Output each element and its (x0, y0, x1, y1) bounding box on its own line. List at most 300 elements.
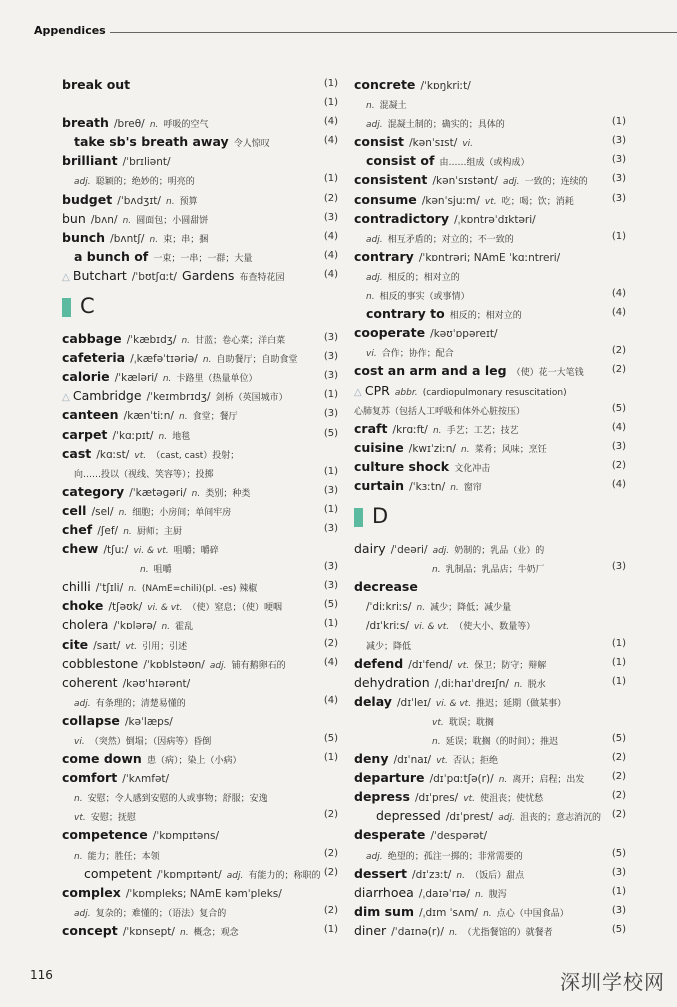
phonetic: /dɪˈzɜːt/ (412, 868, 452, 881)
definition: 相互矛盾的；对立的；不一致的 (387, 234, 514, 245)
unit-number: (2) (611, 364, 626, 376)
glossary-entry (354, 189, 626, 208)
unit-number: (1) (323, 97, 338, 109)
definition: 令人惊叹 (233, 139, 270, 150)
definition: 地毯 (172, 431, 191, 442)
headword: calorie (62, 369, 110, 385)
definition: 卡路里（热量单位） (176, 374, 258, 385)
glossary-entry (62, 595, 338, 614)
headword: consistent (354, 172, 428, 188)
part-of-speech: n. (448, 927, 458, 938)
part-of-speech: n. (432, 565, 441, 576)
definition: 离开；启程；出发 (512, 775, 585, 786)
definition: 菜肴；风味；烹饪 (474, 444, 547, 455)
part-of-speech: adj. (226, 870, 244, 881)
glossary-entry (354, 322, 626, 341)
triangle-icon: △ (354, 386, 365, 398)
headword: depress (354, 789, 410, 805)
part-of-speech: adj. (502, 177, 520, 188)
phonetic: /bʌn/ (90, 213, 118, 226)
headword: contrary (354, 248, 414, 264)
phonetic: /kəʊˈhɪərənt/ (122, 677, 191, 690)
glossary-entry (62, 863, 338, 882)
glossary-entry (62, 462, 338, 481)
unit-number: (3) (323, 561, 338, 573)
triangle-icon: △ (62, 392, 73, 404)
definition: 铺有鹅卵石的 (231, 660, 286, 671)
headword: cafeteria (62, 350, 126, 366)
part-of-speech: vi. & vt. (435, 698, 472, 709)
definition: 心肺复苏（包括人工呼吸和体外心脏按压） (354, 406, 526, 417)
glossary-entry (62, 131, 338, 150)
part-of-speech: n. (118, 507, 128, 518)
unit-number: (1) (323, 78, 338, 89)
phonetic: /ˌkæfəˈtɪəriə/ (130, 353, 198, 366)
part-of-speech: n. (202, 355, 212, 366)
headword: consist of (366, 153, 435, 169)
unit-number: (3) (323, 580, 338, 592)
part-of-speech: vt. (457, 660, 470, 671)
unit-number: (5) (611, 402, 626, 414)
definition: 引用；引述 (142, 641, 188, 652)
unit-number: (1) (323, 389, 338, 401)
phonetic: /kənˈsɪst/ (409, 137, 458, 150)
headword: deny (354, 751, 389, 767)
part-of-speech: adj. (209, 660, 227, 671)
glossary-entry (354, 805, 626, 824)
part-of-speech: n. (498, 775, 508, 786)
glossary-entry (62, 169, 338, 188)
headword: cholera (62, 617, 109, 633)
phonetic: /kwɪˈziːn/ (408, 442, 456, 455)
headword: budget (62, 191, 113, 207)
phonetic: /ˈtʃɪli/ (95, 582, 124, 595)
glossary-entry (354, 767, 626, 786)
phonetic: /dɪˈnaɪ/ (393, 754, 432, 767)
phonetic: /ˈdeəri/ (390, 544, 428, 557)
phonetic: /saɪt/ (93, 639, 121, 652)
unit-number: (3) (323, 332, 338, 344)
headword: comfort (62, 770, 118, 786)
part-of-speech: n. (179, 412, 188, 423)
part-of-speech: n. (158, 431, 168, 442)
glossary-entry (354, 399, 626, 418)
definition: 圆面包；小圆甜饼 (136, 215, 209, 226)
headword: a bunch of (74, 248, 149, 264)
headword: cooperate (354, 325, 426, 341)
glossary-entry (354, 246, 626, 265)
unit-number: (5) (611, 847, 626, 859)
definition: 脱水 (527, 679, 546, 690)
unit-number: (4) (611, 421, 626, 433)
definition: 患（病）；染上（小病） (146, 756, 242, 767)
glossary-entry (354, 169, 626, 188)
definition: （突然）倒塌；（因病等）昏倒 (89, 737, 212, 747)
headword: dehydration (354, 674, 430, 690)
phonetic: /ˈkɒmpɪtəns/ (152, 830, 219, 843)
headword: dim sum (354, 903, 414, 919)
unit-number: (1) (611, 885, 626, 897)
definition: (NAmE=chili)(pl. -es) 辣椒 (141, 584, 258, 595)
section-letter: D (372, 504, 389, 529)
phonetic: /ˈkæbɪdʒ/ (126, 334, 177, 347)
definition: 咀嚼；嚼碎 (173, 546, 219, 557)
glossary-entry (354, 748, 626, 767)
definition: 混凝土 (379, 101, 407, 112)
glossary-entry (62, 481, 338, 500)
part-of-speech: vt. (74, 813, 86, 824)
part-of-speech: adj. (74, 908, 91, 919)
part-of-speech: adj. (74, 698, 91, 709)
section-heading (354, 494, 626, 538)
definition: 聪颖的；绝妙的；明亮的 (95, 177, 195, 188)
glossary-entry (62, 227, 338, 246)
glossary-entry (62, 748, 338, 767)
headword: canteen (62, 407, 119, 423)
part-of-speech: adj. (366, 120, 383, 131)
unit-number: (5) (323, 733, 338, 744)
part-of-speech: n. (162, 374, 172, 385)
glossary-entry (354, 208, 626, 227)
phonetic: /ˈkæləri/ (114, 372, 158, 385)
glossary-entry (62, 500, 338, 519)
part-of-speech: n. (140, 565, 149, 576)
definition: 安慰；令人感到安慰的人或事物；舒服；安逸 (87, 794, 268, 805)
headword: diarrhoea (354, 884, 414, 900)
definition: 一束；一串；一群；大量 (153, 253, 253, 264)
phonetic: /ʃef/ (97, 524, 119, 537)
headword: choke (62, 598, 104, 614)
phonetic: /dɪˈprest/ (445, 811, 494, 824)
phonetic: /ˈdaɪnə(r)/ (391, 925, 444, 938)
definition: 窗帘 (463, 482, 482, 493)
phonetic: /dɪˈfend/ (408, 658, 453, 671)
unit-number: (2) (611, 345, 626, 357)
part-of-speech: n. (165, 196, 175, 207)
part-of-speech: vi. (462, 139, 474, 150)
watermark: 深圳学校网 (560, 970, 665, 994)
unit-number: (3) (323, 351, 338, 363)
headword: complex (62, 884, 121, 900)
unit-number: (2) (611, 752, 626, 764)
phonetic: /ˈkɒblstəʊn/ (143, 658, 205, 671)
glossary-entry (62, 443, 338, 462)
glossary-entry (62, 710, 338, 729)
unit-number: (1) (611, 116, 626, 128)
headword: chef (62, 521, 93, 537)
unit-number: (4) (323, 230, 338, 242)
glossary-entry (354, 634, 626, 653)
phonetic: /dɪˈkriːs/ (366, 620, 409, 633)
glossary-entry (354, 360, 626, 379)
part-of-speech: abbr. (394, 387, 418, 398)
headword: chew (62, 541, 99, 557)
phonetic: /ˈkɒlərə/ (113, 620, 157, 633)
part-of-speech: n. (432, 425, 442, 436)
glossary-entry (354, 418, 626, 437)
headword: take sb's breath away (74, 134, 229, 150)
definition: 复杂的；难懂的；（语法）复合的 (95, 908, 227, 919)
unit-number: (3) (611, 561, 626, 573)
phonetic: /ˈkɒmpɪtənt/ (156, 868, 222, 881)
phonetic: /ˈkɑːpɪt/ (112, 429, 154, 442)
glossary-entry (62, 93, 338, 112)
unit-number: (1) (323, 618, 338, 630)
definition: 腹泻 (488, 889, 507, 900)
headword: carpet (62, 426, 108, 442)
definition: 绝望的；孤注一掷的；非常需要的 (387, 851, 523, 862)
unit-number: (1) (611, 656, 626, 668)
headword: craft (354, 420, 388, 436)
headword: diner (354, 922, 387, 938)
definition: 耽误；耽搁 (448, 717, 494, 728)
headword: delay (354, 693, 392, 709)
headword: cell (62, 502, 87, 518)
headword: bun (62, 210, 86, 226)
glossary-entry (354, 672, 626, 691)
part-of-speech: vt. (432, 717, 444, 728)
definition: 束；串；捆 (163, 234, 209, 245)
header-rule (110, 32, 677, 33)
glossary-entry (62, 557, 338, 576)
glossary-entry (62, 653, 338, 672)
part-of-speech: vt. (463, 794, 476, 805)
glossary-entry (62, 150, 338, 169)
phonetic: /breθ/ (114, 118, 145, 131)
right-column (354, 74, 626, 939)
part-of-speech: n. (123, 526, 132, 537)
glossary-entry (62, 824, 338, 843)
headword: Cambridge (72, 388, 142, 404)
part-of-speech: n. (74, 794, 83, 805)
definition: (cardiopulmonary resuscitation) (422, 387, 567, 398)
glossary-entry (62, 189, 338, 208)
phonetic: /ˈdiːkriːs/ (366, 601, 412, 614)
definition: 合作；协作；配合 (381, 349, 454, 360)
phonetic: /ˈkʌmfət/ (122, 773, 170, 786)
unit-number: (4) (611, 288, 626, 300)
part-of-speech: vi. & vt. (147, 603, 183, 614)
glossary-entry (354, 131, 626, 150)
glossary-entry (62, 805, 338, 824)
headword: concrete (354, 77, 416, 92)
headword: culture shock (354, 458, 450, 474)
glossary-entry (354, 557, 626, 576)
phonetic: /kɑːst/ (96, 448, 130, 461)
definition: 能力；胜任；本领 (87, 851, 160, 862)
part-of-speech: adj. (498, 813, 515, 824)
unit-number: (3) (323, 522, 338, 534)
glossary-entry (354, 824, 626, 843)
part-of-speech: vt. (436, 756, 448, 767)
headword: contradictory (354, 210, 449, 226)
page-number: 116 (30, 968, 53, 982)
headword: cost an arm and a leg (354, 363, 507, 379)
unit-number: (4) (323, 116, 338, 128)
part-of-speech: vi. & vt. (133, 546, 169, 557)
glossary-entry (354, 901, 626, 920)
glossary-entry (62, 347, 338, 366)
glossary-entry (354, 653, 626, 672)
headword: brilliant (62, 153, 118, 169)
part-of-speech: adj. (432, 546, 450, 557)
phonetic: /ˌdɪm ˈsʌm/ (419, 906, 478, 919)
glossary-entry (62, 920, 338, 939)
definition: 点心（中国食品） (496, 908, 569, 919)
unit-number: (4) (323, 135, 338, 147)
glossary-entry (354, 729, 626, 748)
headword: dessert (354, 865, 407, 881)
glossary-entry (62, 328, 338, 347)
definition: （使大小、数量等） (454, 622, 536, 633)
definition: 剑桥（英国城市） (215, 393, 288, 404)
headword: cabbage (62, 331, 122, 347)
glossary-entry (62, 767, 338, 786)
definition: 使沮丧；使忧愁 (480, 794, 544, 805)
definition: 厨师；主厨 (136, 526, 182, 537)
glossary-entry (62, 385, 338, 404)
glossary-entry (354, 863, 626, 882)
part-of-speech: vi. (74, 737, 85, 747)
glossary-entry (354, 595, 626, 614)
glossary-entry (62, 614, 338, 633)
part-of-speech: n. (461, 444, 470, 455)
unit-number: (2) (611, 809, 626, 821)
definition: 保卫；防守；辩解 (474, 660, 547, 671)
glossary-entry (354, 882, 626, 901)
definition: 概念；观念 (193, 927, 239, 938)
part-of-speech: n. (432, 737, 441, 747)
definition: 向……投以（视线、笑容等）；投掷 (74, 469, 214, 480)
unit-number: (2) (323, 904, 338, 916)
definition: 类别；种类 (205, 488, 251, 499)
unit-number: (2) (323, 192, 338, 204)
glossary-entry (354, 74, 626, 93)
unit-number: (3) (611, 440, 626, 452)
definition: （cast, cast）投射； (151, 450, 240, 461)
phonetic: /kænˈtiːn/ (123, 410, 174, 423)
section-letter: C (80, 294, 95, 319)
section-marker (354, 508, 363, 527)
part-of-speech: adj. (366, 234, 383, 245)
unit-number: (3) (611, 192, 626, 204)
section-title: Appendices (34, 24, 106, 37)
unit-number: (4) (611, 307, 626, 319)
headword: contrary to (366, 306, 445, 322)
part-of-speech: n. (74, 851, 83, 862)
part-of-speech: n. (149, 234, 159, 245)
phonetic: /ˌkɒntrəˈdɪktəri/ (454, 213, 536, 226)
headword: cite (62, 636, 89, 652)
phonetic: /ˈkɒnsept/ (122, 925, 175, 938)
unit-number: (3) (323, 408, 338, 420)
part-of-speech: n. (149, 120, 159, 131)
phonetic: /kənˈsjuːm/ (421, 194, 480, 207)
definition: 相反的；相对立的 (449, 311, 522, 322)
phonetic: /ˈkɜːtn/ (409, 480, 446, 493)
glossary-entry (354, 380, 626, 399)
headword: concept (62, 922, 118, 938)
definition: 奶制的；乳品（业）的 (454, 546, 545, 557)
glossary-entry (354, 920, 626, 939)
definition: 文化冲击 (454, 463, 491, 474)
headword: Gardens (182, 267, 235, 283)
unit-number: (1) (323, 465, 338, 477)
glossary-entry (354, 284, 626, 303)
part-of-speech: n. (475, 889, 484, 900)
headword: consist (354, 134, 405, 150)
glossary-entry (354, 614, 626, 633)
glossary-entry (354, 112, 626, 131)
headword: breath (62, 115, 109, 131)
unit-number: (1) (323, 923, 338, 935)
headword: CPR (364, 382, 390, 398)
triangle-icon: △ (62, 271, 73, 283)
glossary-entry (62, 519, 338, 538)
definition: 延误；耽搁（的时间）；推迟 (445, 737, 559, 747)
unit-number: (3) (611, 173, 626, 185)
glossary-entry (354, 475, 626, 494)
headword: cuisine (354, 439, 404, 455)
definition: 沮丧的；意志消沉的 (519, 813, 601, 824)
definition: 由……组成（或构成） (439, 158, 530, 169)
unit-number: (3) (323, 484, 338, 496)
unit-number: (1) (323, 503, 338, 515)
part-of-speech: adj. (74, 177, 91, 188)
section-heading (62, 284, 338, 328)
definition: 吃；喝；饮；消耗 (501, 196, 574, 207)
glossary-entry (62, 882, 338, 901)
definition: 细胞；小房间；单间牢房 (132, 507, 232, 518)
unit-number: (3) (611, 904, 626, 916)
glossary-entry (62, 404, 338, 423)
unit-number: (2) (611, 459, 626, 471)
headword: departure (354, 770, 425, 786)
definition: （饭后）甜点 (470, 870, 525, 881)
unit-number: (3) (611, 866, 626, 878)
part-of-speech: n. (450, 482, 459, 493)
glossary-entry (354, 341, 626, 360)
glossary-entry (354, 227, 626, 246)
part-of-speech: n. (191, 488, 201, 499)
glossary-entry (62, 246, 338, 265)
glossary-entry (354, 150, 626, 169)
glossary-entry (62, 901, 338, 920)
unit-number: (4) (323, 694, 338, 706)
headword: curtain (354, 477, 405, 493)
phonetic: /bʌntʃ/ (110, 232, 145, 245)
definition: 安慰；抚慰 (90, 813, 136, 824)
part-of-speech: n. (122, 215, 132, 226)
glossary-entry (354, 844, 626, 863)
page-header (0, 24, 677, 42)
part-of-speech: n. (456, 870, 465, 881)
phonetic: /ˈkɒmpleks; NAmE kəmˈpleks/ (125, 887, 282, 900)
headword: bunch (62, 229, 106, 245)
unit-number: (2) (611, 771, 626, 783)
unit-number: (4) (323, 268, 338, 280)
definition: （尤指餐馆的）就餐者 (462, 927, 553, 938)
unit-number: (4) (323, 656, 338, 668)
part-of-speech: n. (161, 622, 171, 633)
definition: 霍乱 (175, 622, 194, 633)
glossary-entry (62, 538, 338, 557)
glossary-entry (354, 710, 626, 729)
headword: competence (62, 827, 148, 843)
headword: category (62, 483, 125, 499)
definition: （使）花一大笔钱 (511, 368, 584, 379)
phonetic: /dɪˈpɑːtʃə(r)/ (429, 773, 494, 786)
